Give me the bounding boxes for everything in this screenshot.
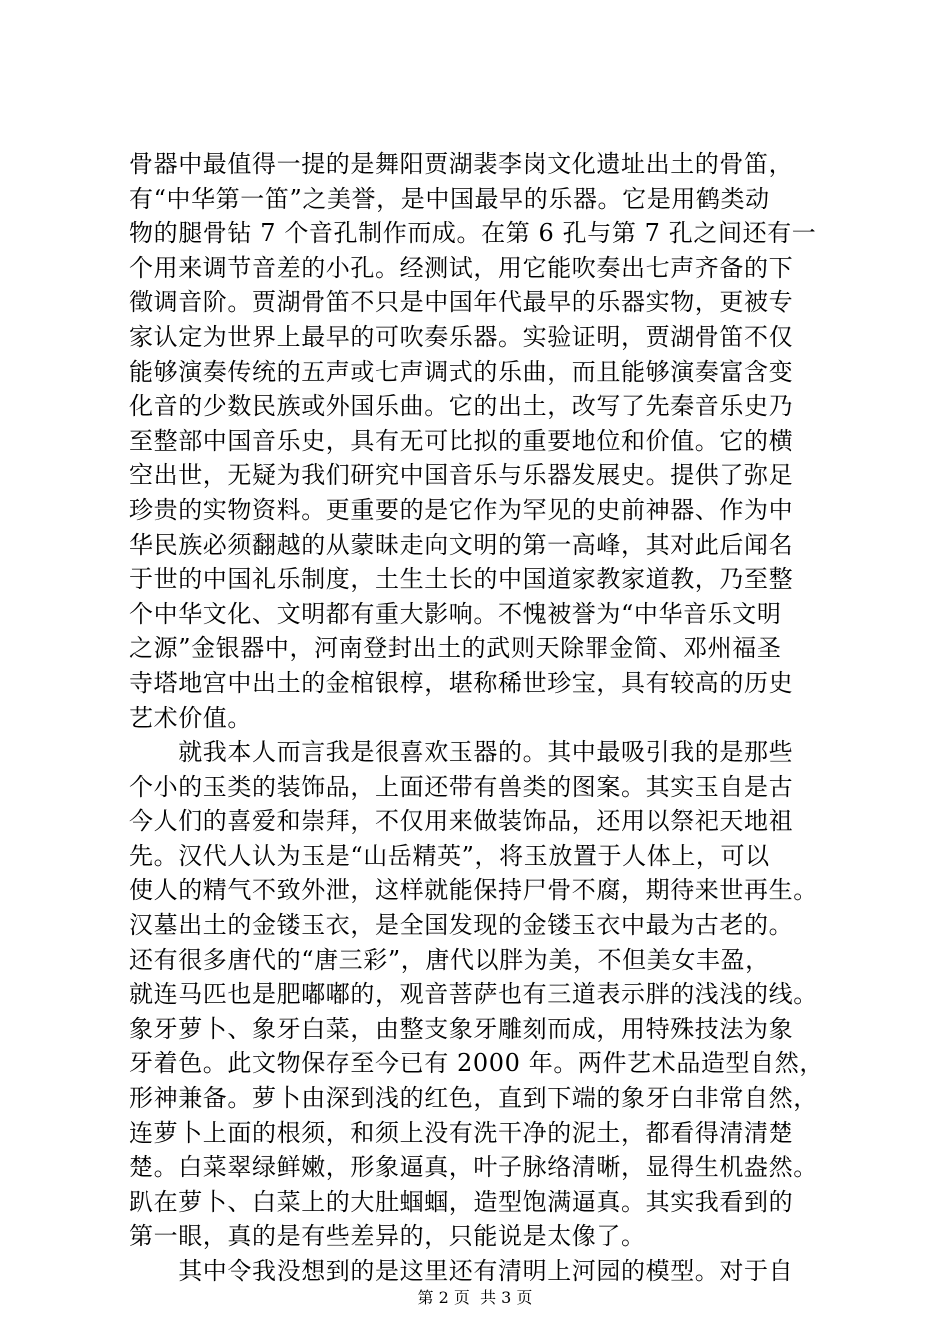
text-line: 艺术价值。 xyxy=(129,703,252,732)
text-line: 形神兼备。萝卜由深到浅的红色，直到下端的象牙白非常自然， xyxy=(129,1084,818,1113)
text-line: 寺塔地宫中出土的金棺银椁，堪称稀世珍宝，具有较高的历史 xyxy=(129,668,794,697)
text-line: 能够演奏传统的五声或七声调式的乐曲，而且能够演奏富含变 xyxy=(129,357,794,386)
text-line: 华民族必须翻越的从蒙昧走向文明的第一高峰，其对此后闻名 xyxy=(129,530,794,559)
body-text xyxy=(129,147,829,1289)
text-line: 之源”金银器中，河南登封出土的武则天除罪金简、邓州福圣 xyxy=(129,634,782,663)
text-line: 空出世，无疑为我们研究中国音乐与乐器发展史。提供了弥足 xyxy=(129,461,794,490)
text-line: 楚。白菜翠绿鲜嫩，形象逼真，叶子脉络清晰，显得生机盎然。 xyxy=(129,1153,818,1182)
text-line: 今人们的喜爱和崇拜，不仅用来做装饰品，还用以祭祀天地祖 xyxy=(129,807,794,836)
text-line: 连萝卜上面的根须，和须上没有洗干净的泥土，都看得清清楚 xyxy=(129,1118,794,1147)
text-line: 化音的少数民族或外国乐曲。它的出土，改写了先秦音乐史乃 xyxy=(129,392,794,421)
text-line: 就我本人而言我是很喜欢玉器的。其中最吸引我的是那些 xyxy=(129,738,794,767)
text-line: 个中华文化、文明都有重大影响。不愧被誉为“中华音乐文明 xyxy=(129,599,782,628)
text-line: 于世的中国礼乐制度，土生土长的中国道家教家道教，乃至整 xyxy=(129,565,794,594)
page-number: 第 2 页 xyxy=(417,1288,470,1307)
text-line: 徵调音阶。贾湖骨笛不只是中国年代最早的乐器实物，更被专 xyxy=(129,288,794,317)
text-line: 其中令我没想到的是这里还有清明上河园的模型。对于自 xyxy=(129,1257,794,1285)
text-line: 骨器中最值得一提的是舞阳贾湖裴李岗文化遗址出土的骨笛， xyxy=(129,150,794,178)
text-line: 物的腿骨钻 7 个音孔制作而成。在第 6 孔与第 7 孔之间还有一 xyxy=(129,219,817,248)
page-total: 共 3 页 xyxy=(480,1288,533,1307)
text-line: 家认定为世界上最早的可吹奏乐器。实验证明，贾湖骨笛不仅 xyxy=(129,322,794,351)
text-line: 还有很多唐代的“唐三彩”，唐代以胖为美，不但美女丰盈， xyxy=(129,945,770,974)
text-line: 个小的玉类的装饰品，上面还带有兽类的图案。其实玉自是古 xyxy=(129,772,794,801)
text-line: 个用来调节音差的小孔。经测试，用它能吹奏出七声齐备的下 xyxy=(129,253,794,282)
text-line: 珍贵的实物资料。更重要的是它作为罕见的史前神器、作为中 xyxy=(129,495,794,524)
text-line: 第一眼，真的是有些差异的，只能说是太像了。 xyxy=(129,1222,646,1251)
text-line: 至整部中国音乐史，具有无可比拟的重要地位和价值。它的横 xyxy=(129,426,794,455)
text-line: 汉墓出土的金镂玉衣，是全国发现的金镂玉衣中最为古老的。 xyxy=(129,911,794,940)
text-line: 先。汉代人认为玉是“山岳精英”，将玉放置于人体上，可以 xyxy=(129,841,770,870)
text-line: 趴在萝卜、白菜上的大肚蝈蝈，造型饱满逼真。其实我看到的 xyxy=(129,1187,794,1216)
text-line: 有“中华第一笛”之美誉，是中国最早的乐器。它是用鹤类动 xyxy=(129,184,770,213)
page-footer xyxy=(0,1288,950,1308)
text-line: 就连马匹也是肥嘟嘟的，观音菩萨也有三道表示胖的浅浅的线。 xyxy=(129,980,818,1009)
text-line: 象牙萝卜、象牙白菜，由整支象牙雕刻而成，用特殊技法为象 xyxy=(129,1014,794,1043)
text-line: 使人的精气不致外泄，这样就能保持尸骨不腐，期待来世再生。 xyxy=(129,876,818,905)
text-line: 牙着色。此文物保存至今已有 2000 年。两件艺术品造型自然， xyxy=(129,1049,824,1078)
